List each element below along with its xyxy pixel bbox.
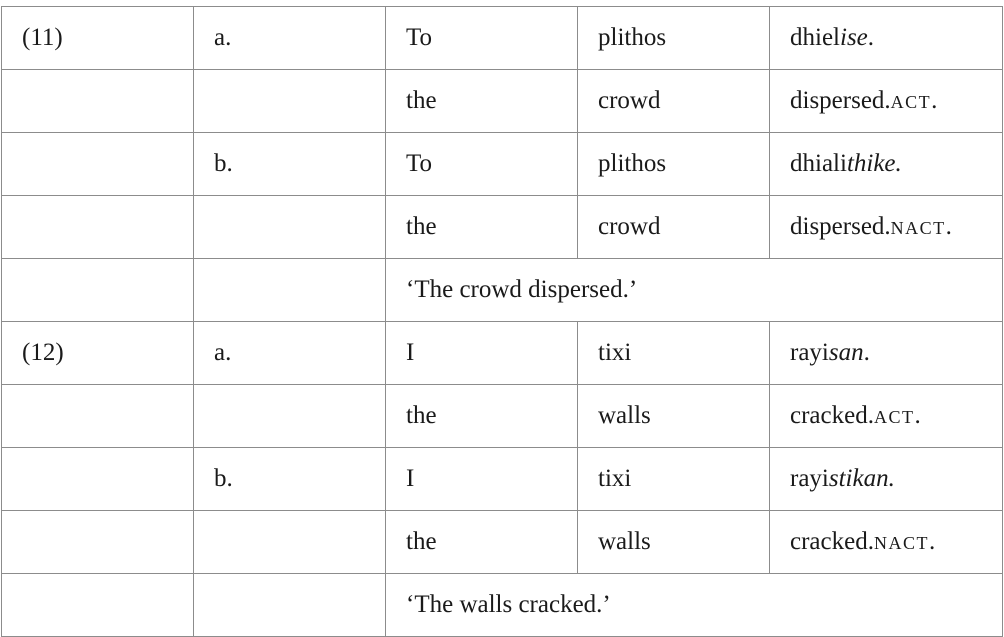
gloss-punct: . bbox=[931, 87, 938, 114]
gloss-punct: . bbox=[928, 528, 936, 555]
word-cell: plithos bbox=[578, 7, 770, 70]
gloss-cell: walls bbox=[578, 511, 770, 574]
gloss-cell: crowd bbox=[578, 70, 770, 133]
voice-tag: nact bbox=[890, 213, 946, 240]
empty-cell bbox=[2, 196, 194, 259]
empty-cell bbox=[194, 511, 386, 574]
word-cell: tixi bbox=[578, 448, 770, 511]
gloss-punct: . bbox=[945, 213, 952, 240]
table-row bbox=[2, 448, 1003, 511]
sub-example-letter: a. bbox=[194, 322, 386, 385]
example-number: (12) bbox=[2, 322, 194, 385]
verb-cell bbox=[770, 448, 1003, 511]
word-cell: I bbox=[386, 448, 578, 511]
table-row bbox=[2, 574, 1003, 637]
empty-cell bbox=[2, 259, 194, 322]
gloss-verb-cell bbox=[770, 385, 1003, 448]
gloss-verb: cracked. bbox=[790, 528, 874, 555]
verb-punct: . bbox=[863, 339, 870, 366]
gloss-cell: the bbox=[386, 385, 578, 448]
voice-tag: act bbox=[873, 402, 915, 429]
gloss-cell: the bbox=[386, 511, 578, 574]
sub-example-letter: b. bbox=[194, 133, 386, 196]
gloss-table bbox=[1, 6, 1003, 637]
verb-cell bbox=[770, 7, 1003, 70]
gloss-cell: walls bbox=[578, 385, 770, 448]
verb-stem: rayi bbox=[790, 339, 829, 366]
empty-cell bbox=[2, 385, 194, 448]
empty-cell bbox=[2, 133, 194, 196]
word-cell: tixi bbox=[578, 322, 770, 385]
word-cell: To bbox=[386, 7, 578, 70]
gloss-cell: the bbox=[386, 196, 578, 259]
sub-example-letter: b. bbox=[194, 448, 386, 511]
gloss-punct: . bbox=[914, 402, 921, 429]
verb-stem: dhiel bbox=[790, 24, 840, 51]
verb-ending: thike. bbox=[846, 150, 902, 177]
verb-punct: . bbox=[867, 24, 875, 51]
word-cell: I bbox=[386, 322, 578, 385]
empty-cell bbox=[194, 259, 386, 322]
verb-stem: rayi bbox=[790, 465, 829, 492]
empty-cell bbox=[2, 574, 194, 637]
word-cell: plithos bbox=[578, 133, 770, 196]
table-row bbox=[2, 385, 1003, 448]
gloss-verb: cracked. bbox=[790, 402, 874, 429]
table-row bbox=[2, 70, 1003, 133]
table-row bbox=[2, 322, 1003, 385]
gloss-verb-cell bbox=[770, 196, 1003, 259]
gloss-cell: the bbox=[386, 70, 578, 133]
verb-ending: stikan. bbox=[828, 465, 895, 492]
verb-cell bbox=[770, 133, 1003, 196]
example-number: (11) bbox=[2, 7, 194, 70]
empty-cell bbox=[2, 448, 194, 511]
voice-tag: nact bbox=[873, 528, 929, 555]
word-cell: To bbox=[386, 133, 578, 196]
gloss-verb-cell bbox=[770, 70, 1003, 133]
gloss-cell: crowd bbox=[578, 196, 770, 259]
verb-ending: san bbox=[828, 339, 864, 366]
table-row bbox=[2, 133, 1003, 196]
table-row bbox=[2, 7, 1003, 70]
gloss-verb-cell bbox=[770, 511, 1003, 574]
empty-cell bbox=[194, 70, 386, 133]
empty-cell bbox=[194, 385, 386, 448]
voice-tag: act bbox=[890, 87, 932, 114]
gloss-verb: dispersed. bbox=[790, 87, 891, 114]
verb-ending: ise bbox=[840, 24, 868, 51]
table-row bbox=[2, 259, 1003, 322]
verb-cell bbox=[770, 322, 1003, 385]
table-row bbox=[2, 511, 1003, 574]
sub-example-letter: a. bbox=[194, 7, 386, 70]
translation-cell: ‘The walls cracked.’ bbox=[386, 574, 1003, 637]
table-row bbox=[2, 196, 1003, 259]
empty-cell bbox=[194, 574, 386, 637]
empty-cell bbox=[194, 196, 386, 259]
translation-cell: ‘The crowd dispersed.’ bbox=[386, 259, 1003, 322]
gloss-verb: dispersed. bbox=[790, 213, 891, 240]
verb-stem: dhiali bbox=[790, 150, 847, 177]
empty-cell bbox=[2, 511, 194, 574]
empty-cell bbox=[2, 70, 194, 133]
